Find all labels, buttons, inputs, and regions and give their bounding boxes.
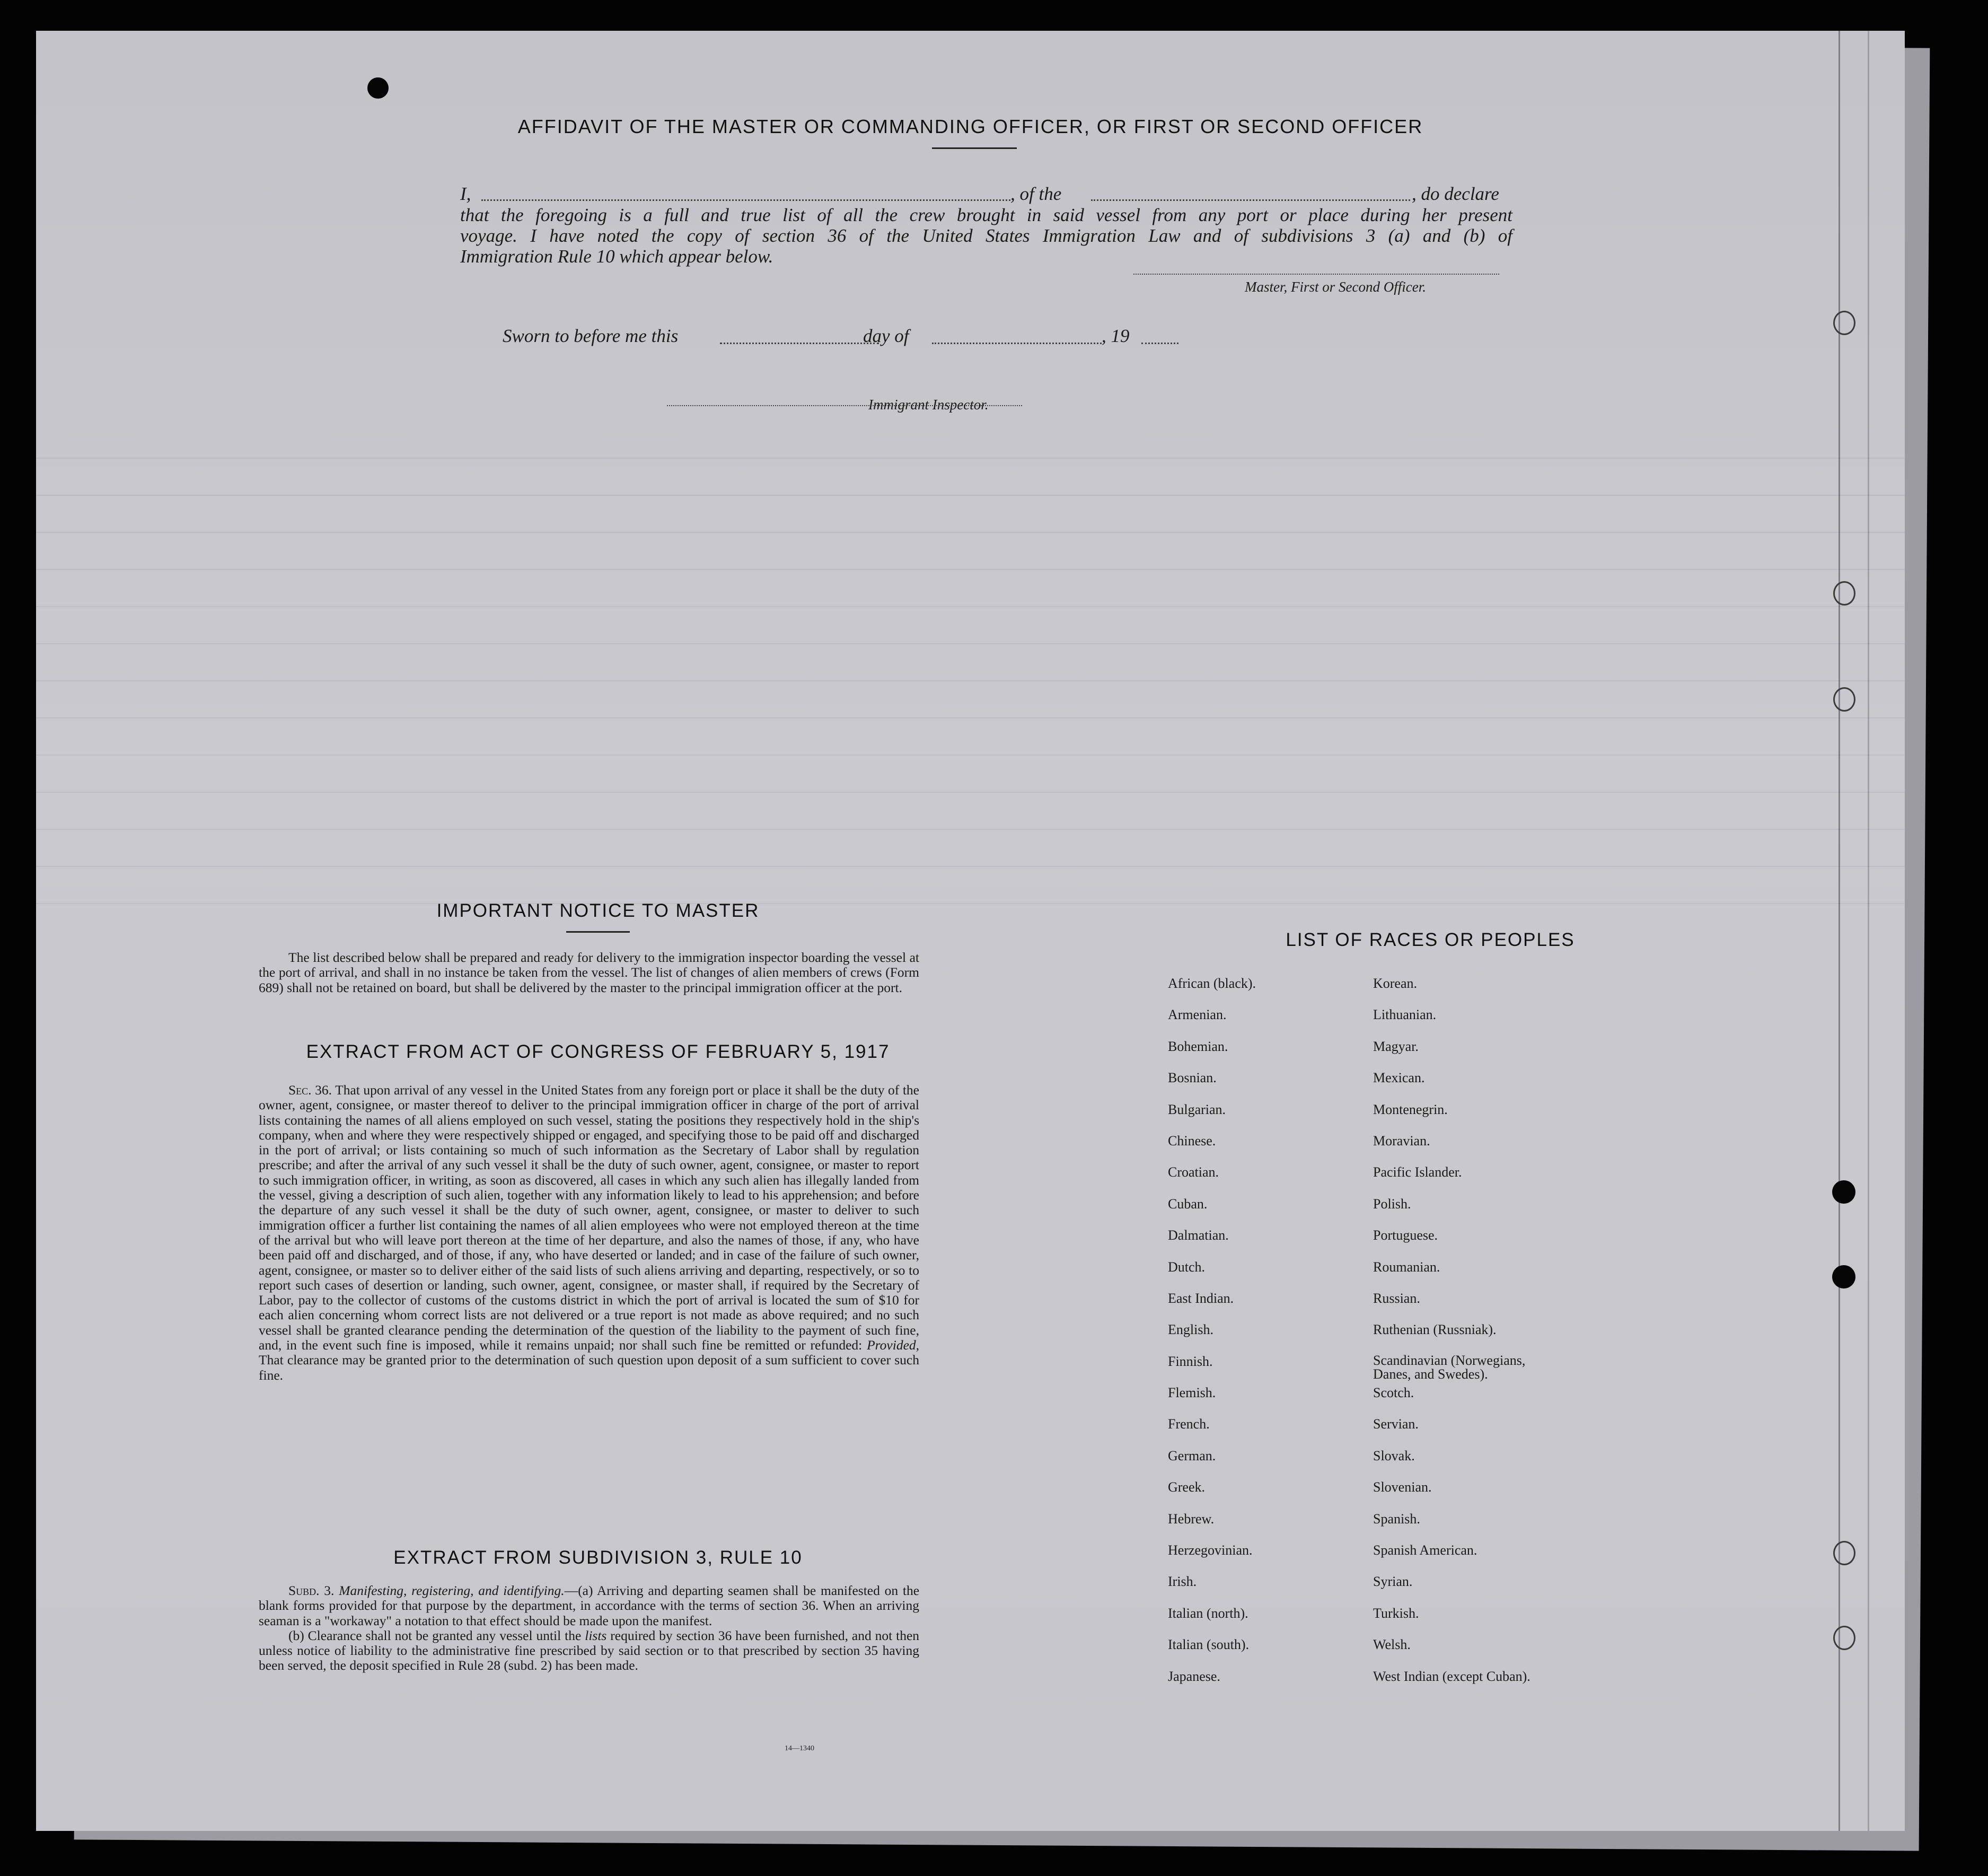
- bleed-line: [36, 792, 1905, 793]
- affidavit-i: I,: [460, 183, 471, 204]
- race-item: Montenegrin.: [1373, 1101, 1448, 1117]
- races-heading: LIST OF RACES OR PEOPLES: [1286, 930, 1575, 950]
- race-item: Magyar.: [1373, 1038, 1419, 1054]
- punch-hole: [1832, 1265, 1855, 1288]
- race-item: Bulgarian.: [1168, 1101, 1226, 1117]
- race-item: French.: [1168, 1416, 1210, 1432]
- notice-rule: [566, 931, 630, 933]
- race-item: English.: [1168, 1322, 1213, 1338]
- notice-heading: IMPORTANT NOTICE TO MASTER: [436, 900, 760, 921]
- rule-text: [259, 1583, 919, 1673]
- bleed-line: [36, 717, 1905, 718]
- subd-title: Manifesting, registering, and identifying.: [339, 1583, 565, 1598]
- race-item: Italian (south).: [1168, 1637, 1250, 1653]
- punch-hole: [1833, 581, 1855, 606]
- punch-hole: [1833, 1626, 1855, 1650]
- subd-b-text-2: required by section 36 have been furnished, and not then unless notice of liability to the administrative fine prescribed by said section or to that prescribed by section 35 having been served, the deposit specified in Rule 28 (subd. 2) has been made.: [259, 1627, 920, 1673]
- race-item: Dalmatian.: [1168, 1228, 1229, 1243]
- race-item: Portuguese.: [1373, 1228, 1438, 1243]
- bleed-line: [36, 829, 1905, 830]
- race-item: Japanese.: [1168, 1668, 1220, 1684]
- race-item: Greek.: [1168, 1479, 1206, 1495]
- sworn-day-of: day of: [863, 326, 909, 346]
- sworn-month-blank: [932, 343, 1102, 344]
- subd-label: Subd. 3.: [288, 1583, 335, 1598]
- signature-line: [1133, 274, 1499, 275]
- subd-b-text-1: Clearance shall not be granted any vessel until the: [307, 1627, 582, 1643]
- vessel-blank: [1091, 199, 1410, 201]
- bleed-line: [36, 458, 1905, 459]
- race-item: German.: [1168, 1448, 1216, 1463]
- sworn-text: Sworn to before me this: [503, 326, 679, 346]
- affidavit-line-4: Immigration Rule 10 which appear below.: [460, 246, 773, 267]
- race-item: Flemish.: [1168, 1385, 1216, 1401]
- subd-b-lists: lists: [585, 1627, 607, 1643]
- bleed-line: [36, 866, 1905, 867]
- race-item: East Indian.: [1168, 1290, 1234, 1306]
- provided-text: That clearance may be granted prior to the determination of such question upon deposit of a sum sufficient to cover such fine.: [259, 1352, 919, 1383]
- race-item: Finnish.: [1168, 1353, 1213, 1369]
- master-signature-label: Master, First or Second Officer.: [1245, 279, 1426, 295]
- race-item: Russian.: [1373, 1290, 1420, 1306]
- bleed-line: [36, 680, 1905, 681]
- bleed-line: [36, 569, 1905, 570]
- races-left-column: [1168, 976, 1256, 1700]
- affidavit-title: AFFIDAVIT OF THE MASTER OR COMMANDING OFFICER, OR FIRST OR SECOND OFFICER: [517, 116, 1423, 137]
- race-item: Italian (north).: [1168, 1605, 1248, 1621]
- punch-hole: [1832, 1180, 1855, 1204]
- races-right-column: [1373, 976, 1564, 1700]
- race-item: Slovak.: [1373, 1448, 1415, 1463]
- margin-rule: [1868, 31, 1869, 1831]
- bleed-line: [36, 532, 1905, 533]
- sworn-year: , 19: [1102, 326, 1130, 346]
- sworn-year-blank: [1141, 343, 1178, 344]
- provided-label: Provided,: [867, 1337, 920, 1353]
- bleed-line: [36, 606, 1905, 607]
- affidavit-declare: , do declare: [1412, 183, 1499, 204]
- race-item: Herzegovinian.: [1168, 1542, 1253, 1558]
- notice-text: The list described below shall be prepared and ready for delivery to the immigration inspector boarding the vessel at the port of arrival, and shall in no instance be taken from the vessel. The list of changes of alien members of crews (Form 689) shall not be retained on board, but shall be delivered by the master to the principal immigration officer at the port.: [259, 950, 919, 995]
- inspector-label: Immigrant Inspector.: [868, 397, 989, 413]
- race-item: Polish.: [1373, 1196, 1411, 1212]
- race-item: Ruthenian (Russniak).: [1373, 1322, 1497, 1338]
- sworn-day-blank: [720, 343, 879, 344]
- race-item: Croatian.: [1168, 1164, 1219, 1180]
- race-item: Spanish.: [1373, 1511, 1420, 1527]
- race-item: Moravian.: [1373, 1133, 1430, 1149]
- affidavit-line-3: voyage. I have noted the copy of section 36 of the United States Immigration Law and of subdivisions 3 (a) and (b) of: [460, 225, 1512, 246]
- race-item: Hebrew.: [1168, 1511, 1215, 1527]
- subd-b-label: (b): [288, 1627, 304, 1643]
- race-item: Slovenian.: [1373, 1479, 1432, 1495]
- form-number: 14—1340: [785, 1744, 814, 1752]
- race-item: Roumanian.: [1373, 1259, 1440, 1275]
- race-item: Scandinavian (Norwegians, Danes, and Swedes).: [1373, 1352, 1526, 1382]
- affidavit-of-the: , of the: [1010, 183, 1062, 204]
- race-item: Syrian.: [1373, 1574, 1413, 1590]
- punch-hole: [1833, 1541, 1855, 1565]
- race-item: Scotch.: [1373, 1385, 1414, 1401]
- race-item: Mexican.: [1373, 1070, 1425, 1086]
- race-item: Welsh.: [1373, 1637, 1411, 1653]
- race-item: African (black).: [1168, 976, 1256, 991]
- punch-hole: [1833, 687, 1855, 712]
- race-item: Servian.: [1373, 1416, 1419, 1432]
- race-item: Turkish.: [1373, 1605, 1419, 1621]
- document-page: [36, 31, 1905, 1831]
- affidavit-line-2: that the foregoing is a full and true list of all the crew brought in said vessel from any port or place during her present: [460, 205, 1512, 225]
- act-heading: EXTRACT FROM ACT OF CONGRESS OF FEBRUARY 5, 1917: [306, 1041, 890, 1062]
- race-item: Dutch.: [1168, 1259, 1206, 1275]
- race-item: Spanish American.: [1373, 1542, 1477, 1558]
- punch-hole: [367, 77, 389, 99]
- bleed-line: [36, 755, 1905, 756]
- bleed-line: [36, 643, 1905, 644]
- name-blank: [481, 199, 1010, 201]
- bleed-line: [36, 495, 1905, 496]
- race-item: Lithuanian.: [1373, 1007, 1437, 1023]
- title-rule: [932, 147, 1017, 149]
- race-item: Pacific Islander.: [1373, 1164, 1462, 1180]
- race-item: Korean.: [1373, 976, 1418, 991]
- race-item: Cuban.: [1168, 1196, 1208, 1212]
- race-item: Bohemian.: [1168, 1038, 1228, 1054]
- subd-a-label: —(a): [564, 1583, 593, 1598]
- rule-heading: EXTRACT FROM SUBDIVISION 3, RULE 10: [393, 1547, 803, 1568]
- act-text: [259, 1083, 919, 1383]
- race-item: Chinese.: [1168, 1133, 1216, 1149]
- punch-hole: [1833, 311, 1855, 335]
- race-item: West Indian (except Cuban).: [1373, 1668, 1530, 1684]
- race-item: Armenian.: [1168, 1007, 1227, 1023]
- race-item: Bosnian.: [1168, 1070, 1217, 1086]
- sec-36-body: That upon arrival of any vessel in the United States from any foreign port or place it shall be the duty of the owner, agent, consignee, or master thereof to deliver to the principal immigration officer in charge of the port of arrival lists containing the names of all aliens employed on such vessel, stating the positions they respectively hold in the ship's company, when and where they were respectively shipped or engaged, and specifying those to be paid off and discharged in the port of arrival; or lists containing so much of such information as the Secretary of Labor shall by regulation prescribe; and after the arrival of any such vessel it shall be the duty of such owner, agent, consignee, or master to report to such immigration officer, in writing, as soon as discovered, all cases in which any such alien has illegally landed from the vessel, giving a description of such alien, together with any information likely to lead to his apprehension; and before the departure of any such vessel it shall be the duty of such owner, agent, consignee, or master to deliver to such immigration officer a further list containing the names of all alien employees who were not employed thereon at the time of the arrival but who will leave port thereon at the time of her departure, and also the names of those, if any, who have been paid off and discharged, and of those, if any, who have deserted or landed; and in case of the failure of such owner, agent, consignee, or master so to deliver either of the said lists of such aliens arriving and departing, respectively, or so to report such cases of desertion or landing, such owner, agent, consignee, or master shall, if required by the Secretary of Labor, pay to the collector of customs of the customs district in which the port of arrival is located the sum of $10 for each alien concerning whom correct lists are not delivered or a true report is not made as above required; and no such vessel shall be granted clearance pending the determination of the question of the liability to the payment of such fine, and, in the event such fine is imposed, while it remains unpaid; nor shall such fine be remitted or refunded:: [259, 1082, 920, 1353]
- sec-36-label: Sec. 36.: [288, 1082, 332, 1098]
- subd-a-text: Arriving and departing seamen shall be manifested on the blank forms provided for that purpose by the department, in accordance with the terms of section 36. When an arriving seaman is a "workaway" a notation to that effect should be made upon the manifest.: [259, 1583, 920, 1628]
- race-item: Irish.: [1168, 1574, 1197, 1590]
